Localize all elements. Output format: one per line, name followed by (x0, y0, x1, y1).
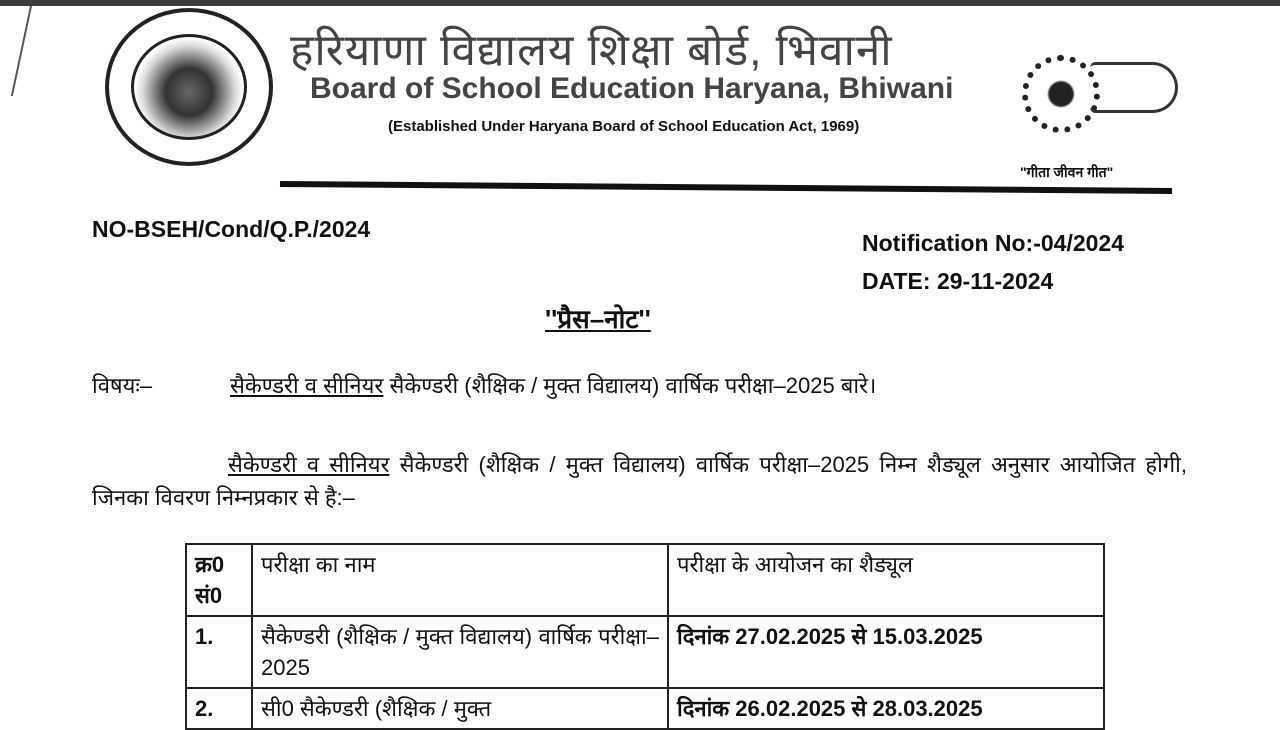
row-schedule: दिनांक 26.02.2025 से 28.03.2025 (668, 688, 1104, 729)
established-note: (Established Under Haryana Board of School Education Act, 1969) (388, 118, 860, 135)
motto: "गीता जीवन गीत" (1020, 164, 1114, 180)
window-top-bar (0, 0, 1280, 6)
row-schedule: दिनांक 27.02.2025 से 15.03.2025 (668, 616, 1104, 688)
header-serial: क्र0 सं0 (186, 544, 252, 616)
header-schedule: परीक्षा के आयोजन का शैड्यूल (668, 544, 1104, 616)
board-title-english: Board of School Education Haryana, Bhiwani (310, 72, 954, 105)
row-exam-name: सैकेण्डरी (शैक्षिक / मुक्त विद्यालय) वार्षिक परीक्षा–2025 (252, 616, 668, 688)
subject-text (230, 370, 876, 400)
subject-rest: सैकेण्डरी (शैक्षिक / मुक्त विद्यालय) वार्षिक परीक्षा–2025 बारे। (383, 373, 877, 398)
press-note-heading: ''प्रैस–नोट'' (545, 304, 651, 334)
reference-number: NO-BSEH/Cond/Q.P./2024 (92, 216, 371, 242)
row-exam-name: सी0 सैकेण्डरी (शैक्षिक / मुक्त (252, 688, 668, 729)
board-seal-logo (105, 8, 273, 166)
notification-number: Notification No:-04/2024 (862, 230, 1124, 256)
conch-emblem-icon (1090, 62, 1178, 113)
header-divider (280, 181, 1172, 194)
table-row (186, 616, 1104, 688)
subject-underlined: सैकेण्डरी व सीनियर (230, 373, 384, 398)
table-header-row (186, 544, 1104, 616)
para-rest: सैकेण्डरी (शैक्षिक / मुक्त विद्यालय) वार्षिक परीक्षा–2025 निम्न शैड्यूल अनुसार आयोजित होगी, जिनका विवरण निम्नप्रकार से है:– (92, 452, 1187, 510)
row-serial: 2. (186, 688, 252, 729)
body-paragraph (92, 448, 1187, 514)
schedule-table (185, 543, 1105, 730)
row-serial: 1. (186, 616, 252, 688)
page-corner-fold (0, 6, 32, 96)
subject-label: विषयः– (92, 373, 153, 398)
chakra-emblem-icon (1022, 55, 1100, 133)
board-title-hindi: हरियाणा विद्यालय शिक्षा बोर्ड, भिवानी (290, 26, 893, 75)
header-exam-name: परीक्षा का नाम (252, 544, 668, 616)
para-underlined: सैकेण्डरी व सीनियर (228, 452, 390, 477)
notice-date: DATE: 29-11-2024 (862, 268, 1054, 294)
table-row (186, 688, 1104, 729)
